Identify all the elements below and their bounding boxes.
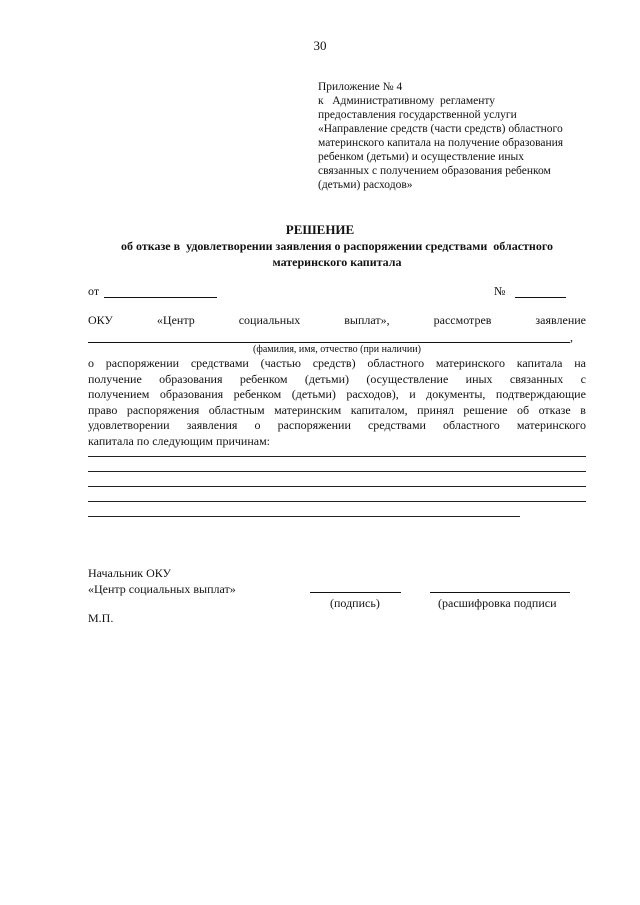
- paragraph-word: о: [254, 418, 261, 432]
- signature-caption: (подпись): [330, 596, 380, 610]
- paragraph-word: образования: [159, 371, 223, 386]
- appendix-line: ребенком (детьми) и осуществление иных: [318, 151, 525, 163]
- signature-decode-caption: (расшифровка подписи: [438, 596, 557, 610]
- signatory-position-line: «Центр социальных выплат»: [88, 582, 236, 596]
- paragraph-line: [88, 372, 586, 388]
- paragraph-word: (детьми): [291, 387, 336, 401]
- date-label: от: [88, 284, 100, 298]
- reason-line: [88, 486, 586, 487]
- appendix-line: Приложение № 4: [318, 81, 403, 93]
- paragraph-word: решение: [463, 402, 508, 417]
- paragraph-word: ребенком: [239, 371, 288, 386]
- number-field-line: [515, 297, 566, 298]
- signatory-position: [88, 565, 236, 597]
- paragraph-word: материнского: [435, 356, 505, 370]
- decision-paragraph: [88, 356, 586, 449]
- paragraph-word: (частью: [260, 356, 301, 370]
- paragraph-word: иных: [465, 371, 493, 386]
- appendix-line: связанных с получением образования ребенком: [318, 165, 551, 177]
- paragraph-line: [88, 403, 586, 419]
- paragraph-word: получением: [88, 387, 150, 401]
- paragraph-word: и: [409, 387, 416, 401]
- document-subtitle: об отказе в удовлетворении заявления о распоряжении средствами областного материнского капитала: [121, 239, 556, 269]
- signature-decode-line: [430, 592, 570, 593]
- intro-word: «Центр: [156, 313, 195, 327]
- paragraph-word: подтверждающие: [495, 387, 586, 401]
- date-field-line: [104, 297, 217, 298]
- page-number: 30: [313, 38, 327, 53]
- paragraph-word: заявления: [186, 418, 238, 432]
- paragraph-word: право: [88, 402, 118, 417]
- signature-line: [310, 592, 401, 593]
- intro-word: рассмотрев: [433, 313, 492, 327]
- appendix-line: к Административному регламенту: [318, 95, 495, 107]
- paragraph-word: удовлетворении: [88, 418, 170, 432]
- paragraph-line: [88, 356, 586, 372]
- document-title: РЕШЕНИЕ: [285, 222, 355, 237]
- paragraph-word: капиталом,: [350, 402, 408, 417]
- intro-word: выплат»,: [344, 313, 390, 327]
- paragraph-word: в: [580, 402, 586, 417]
- paragraph-word: (детьми): [304, 371, 349, 386]
- number-label: №: [494, 284, 506, 298]
- paragraph-line: [88, 387, 586, 403]
- paragraph-line: [88, 418, 586, 434]
- paragraph-word: об: [516, 402, 530, 417]
- appendix-note: [318, 80, 588, 192]
- paragraph-word: областного: [367, 356, 425, 370]
- paragraph-word: получение: [88, 371, 142, 386]
- paragraph-word: связанных: [509, 371, 564, 386]
- paragraph-word: с: [580, 371, 586, 386]
- applicant-name-caption: (фамилия, имя, отчество (при наличии): [253, 344, 421, 355]
- paragraph-word: средств): [312, 356, 356, 370]
- appendix-line: (детьми) расходов»: [318, 179, 413, 191]
- paragraph-word: расходов),: [346, 387, 399, 401]
- paragraph-word: образования: [159, 387, 224, 401]
- stamp-place: М.П.: [88, 611, 114, 625]
- paragraph-word: областным: [208, 402, 265, 417]
- paragraph-word: отказе: [538, 402, 571, 417]
- paragraph-word: капитала: [516, 356, 563, 370]
- reason-line: [88, 501, 586, 502]
- paragraph-word: областного: [443, 418, 500, 432]
- paragraph-word: (осуществление: [366, 371, 449, 386]
- paragraph-word: распоряжении: [105, 356, 180, 370]
- paragraph-word: средствами: [190, 356, 249, 370]
- paragraph-word: материнским: [274, 402, 342, 417]
- intro-word: ОКУ: [88, 313, 113, 327]
- reason-line: [88, 471, 586, 472]
- paragraph-word: на: [574, 356, 586, 370]
- appendix-line: «Направление средств (части средств) областного: [318, 123, 563, 135]
- paragraph-word: капитала по следующим причинам:: [88, 433, 271, 448]
- intro-line: [88, 313, 586, 328]
- reason-line: [88, 516, 520, 517]
- paragraph-word: ребенком: [233, 387, 282, 401]
- paragraph-word: о: [88, 356, 94, 370]
- paragraph-word: средствами: [367, 418, 426, 432]
- paragraph-word: распоряжения: [126, 402, 200, 417]
- intro-word: социальных: [238, 313, 301, 327]
- appendix-line: предоставления государственной услуги: [318, 109, 517, 121]
- paragraph-word: распоряжении: [277, 418, 351, 432]
- applicant-name-line: [88, 342, 570, 343]
- signatory-position-line: Начальник ОКУ: [88, 566, 172, 580]
- paragraph-word: документы,: [426, 387, 486, 401]
- reason-line: [88, 456, 586, 457]
- paragraph-word: материнского: [516, 418, 586, 432]
- applicant-name-comma: ,: [570, 330, 573, 344]
- appendix-line: материнского капитала на получение образования: [318, 137, 564, 149]
- paragraph-word: принял: [417, 402, 454, 417]
- intro-word: заявление: [535, 313, 586, 327]
- paragraph-line: [88, 434, 586, 450]
